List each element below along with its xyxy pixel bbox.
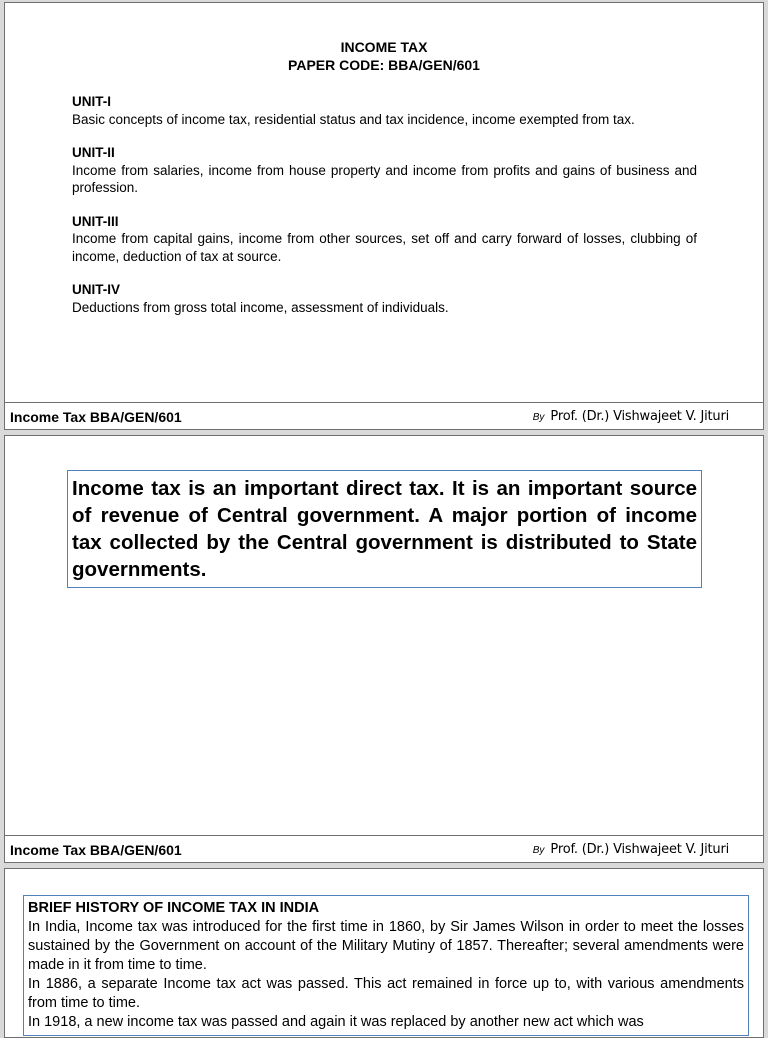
history-paragraph: In 1918, a new income tax was passed and again it was replaced by another new act which was — [28, 1014, 644, 1030]
footer-author — [533, 840, 729, 857]
unit-title: UNIT-I — [72, 94, 111, 109]
footer-by: By — [532, 412, 545, 423]
unit-item — [72, 144, 697, 197]
footer-course: Income Tax BBA/GEN/601 — [10, 842, 182, 858]
author-name: Prof. (Dr.) Vishwajeet V. Jituri — [550, 842, 729, 857]
title-paper-code: PAPER CODE: BBA/GEN/601 — [288, 57, 480, 73]
footer-by: By — [532, 845, 545, 856]
history-paragraph: In India, Income tax was introduced for the first time in 1860, by Sir James Wilson in order to meet the losses sustained by the Government on account of the Military Mutiny of 1857. Thereafter; several amendments were made in it from time to time. — [28, 919, 744, 973]
history-title: BRIEF HISTORY OF INCOME TAX IN INDIA — [28, 900, 320, 916]
unit-title: UNIT-III — [72, 213, 119, 229]
slide-footer — [5, 402, 763, 429]
unit-description: Income from capital gains, income from other sources, set off and carry forward of losses, clubbing of income, deduction of tax at source. — [72, 231, 697, 264]
unit-item — [72, 281, 697, 316]
slide-definition — [4, 435, 764, 863]
slide-history — [4, 868, 764, 1038]
slide-footer — [5, 835, 763, 862]
title-income-tax: INCOME TAX — [340, 39, 428, 55]
history-paragraph: In 1886, a separate Income tax act was passed. This act remained in force up to, with various amendments from time to time. — [28, 976, 744, 1011]
definition-text: Income tax is an important direct tax. It is an important source of revenue of Central government. A major portion of income tax collected by the Central government is distributed to State governments. — [72, 477, 697, 581]
slide-syllabus — [4, 2, 764, 430]
unit-title: UNIT-II — [72, 145, 115, 160]
unit-description: Income from salaries, income from house property and income from profits and gains of business and profession. — [72, 162, 697, 195]
unit-title: UNIT-IV — [72, 282, 121, 297]
unit-list — [72, 93, 697, 332]
unit-item — [72, 93, 697, 128]
history-box — [23, 895, 749, 1036]
definition-box — [67, 470, 702, 588]
syllabus-title — [5, 38, 763, 74]
unit-description: Basic concepts of income tax, residential status and tax incidence, income exempted from tax. — [72, 111, 635, 127]
footer-author — [533, 407, 729, 424]
footer-course: Income Tax BBA/GEN/601 — [10, 409, 182, 425]
unit-item — [72, 213, 697, 266]
author-name: Prof. (Dr.) Vishwajeet V. Jituri — [550, 409, 729, 424]
unit-description: Deductions from gross total income, assessment of individuals. — [72, 299, 449, 315]
